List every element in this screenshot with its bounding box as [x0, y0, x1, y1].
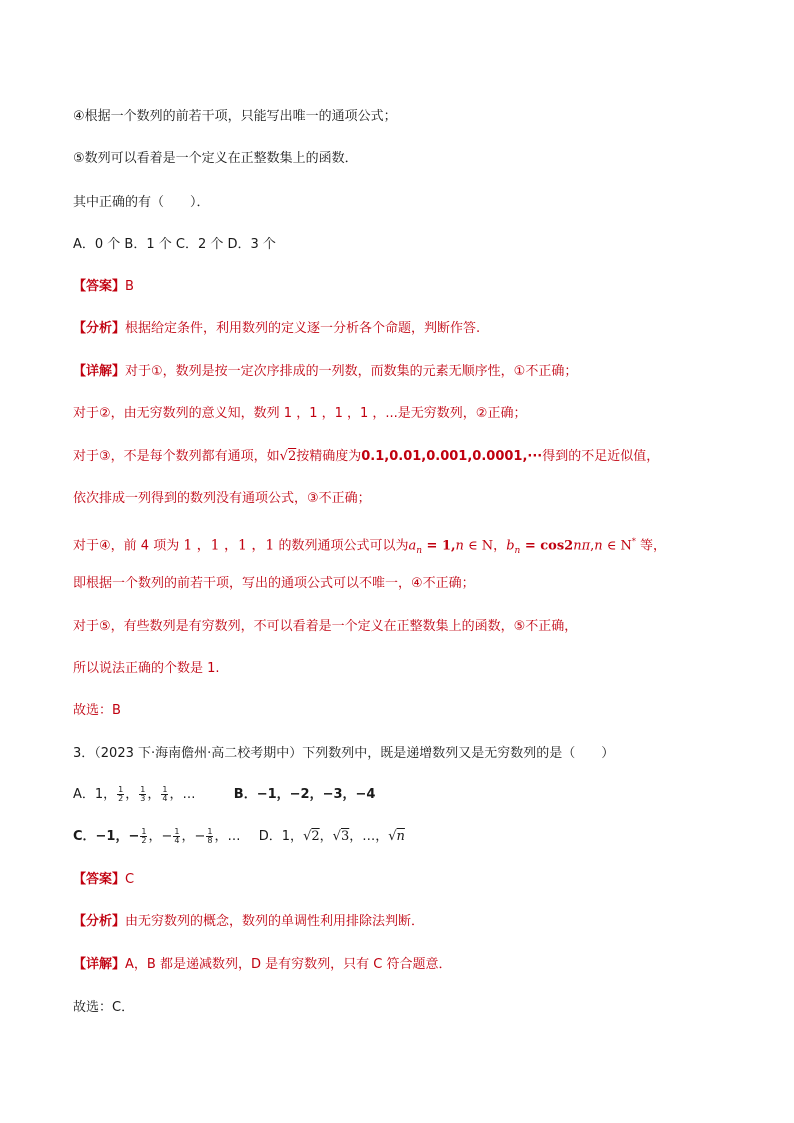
- detail-2: 对于②，由无穷数列的意义知，数列 1 ，1 ，1 ，1 ，...是无穷数列，②正确；: [73, 406, 527, 421]
- answer-value: C: [125, 872, 135, 887]
- final-choice-2: 故选：C．: [73, 1000, 135, 1015]
- detail-tag: 【详解】: [73, 364, 126, 379]
- detail-7: 对于⑤，有些数列是有穷数列，不可以看着是一个定义在正整数集上的函数，⑤不正确，: [73, 619, 578, 634]
- answer-value: B: [125, 279, 134, 294]
- detail-4: 依次排成一列得到的数列没有通项公式，③不正确；: [73, 491, 371, 506]
- detail-6: 即根据一个数列的前若干项，写出的通项公式可以不唯一，④不正确；: [73, 576, 475, 591]
- statement-5: ⑤数列可以看着是一个定义在正整数集上的函数．: [73, 151, 358, 166]
- answer-1: [73, 278, 734, 296]
- detail-3: 对于③，不是每个数列都有通项，如√2按精确度为0.1,0.01,0.001,0.0001,···得到的不足近似值，: [73, 449, 660, 464]
- detail-2-main: 【详解】A，B 都是递减数列，D 是有穷数列，只有 C 符合题意．: [73, 957, 452, 972]
- option-a: A．1， $\frac{1}{2}$ ， $\frac{1}{3}$ ， $\frac{1}{4}$ ，…: [73, 785, 196, 803]
- detail-8: 所以说法正确的个数是 1.: [73, 661, 220, 676]
- question-3: 3．（2023 下·海南儋州·高二校考期中）下列数列中，既是递增数列又是无穷数列的是（ ）: [73, 746, 615, 761]
- answer-tag: 【答案】: [73, 872, 126, 887]
- analysis-1: 【分析】根据给定条件，利用数列的定义逐一分析各个命题，判断作答.: [73, 321, 481, 336]
- final-choice-1: 故选：B: [73, 703, 121, 718]
- analysis-2: 【分析】由无穷数列的概念，数列的单调性利用排除法判断．: [73, 914, 425, 929]
- question-3-options-ab: [73, 786, 734, 804]
- sqrt-expression: √2: [279, 449, 297, 464]
- detail-1: 【详解】对于①，数列是按一定次序排成的一列数，而数集的元素无顺序性，①不正确；: [73, 364, 578, 379]
- statement-4: ④根据一个数列的前若干项，只能写出唯一的通项公式；: [73, 109, 397, 124]
- analysis-tag: 【分析】: [73, 321, 126, 336]
- option-c: C．−1，− $\frac{1}{2}$ ，− $\frac{1}{4}$ ，− $\frac{1}{8}$ ，…: [73, 827, 241, 845]
- analysis-tag: 【分析】: [73, 914, 126, 929]
- detail-tag: 【详解】: [73, 957, 126, 972]
- option-b: B．−1，−2，−3，−4: [233, 787, 376, 802]
- answer-tag: 【答案】: [73, 279, 126, 294]
- question-3-options-cd: [73, 828, 734, 846]
- question-prompt: 其中正确的有（ ）．: [73, 195, 210, 210]
- detail-5: 对于④，前 4 项为 1 ，1 ，1 ，1 的数列通项公式可以为$a_n = 1,n$ ∈ N，$b_n = \cos 2n\pi,n$ ∈ N* 等，: [73, 537, 667, 556]
- answer-2: [73, 871, 734, 889]
- question-options: A．0 个 B．1 个 C．2 个 D．3 个: [73, 237, 276, 252]
- option-d: D．1，√2，√3，…，√n: [258, 829, 405, 844]
